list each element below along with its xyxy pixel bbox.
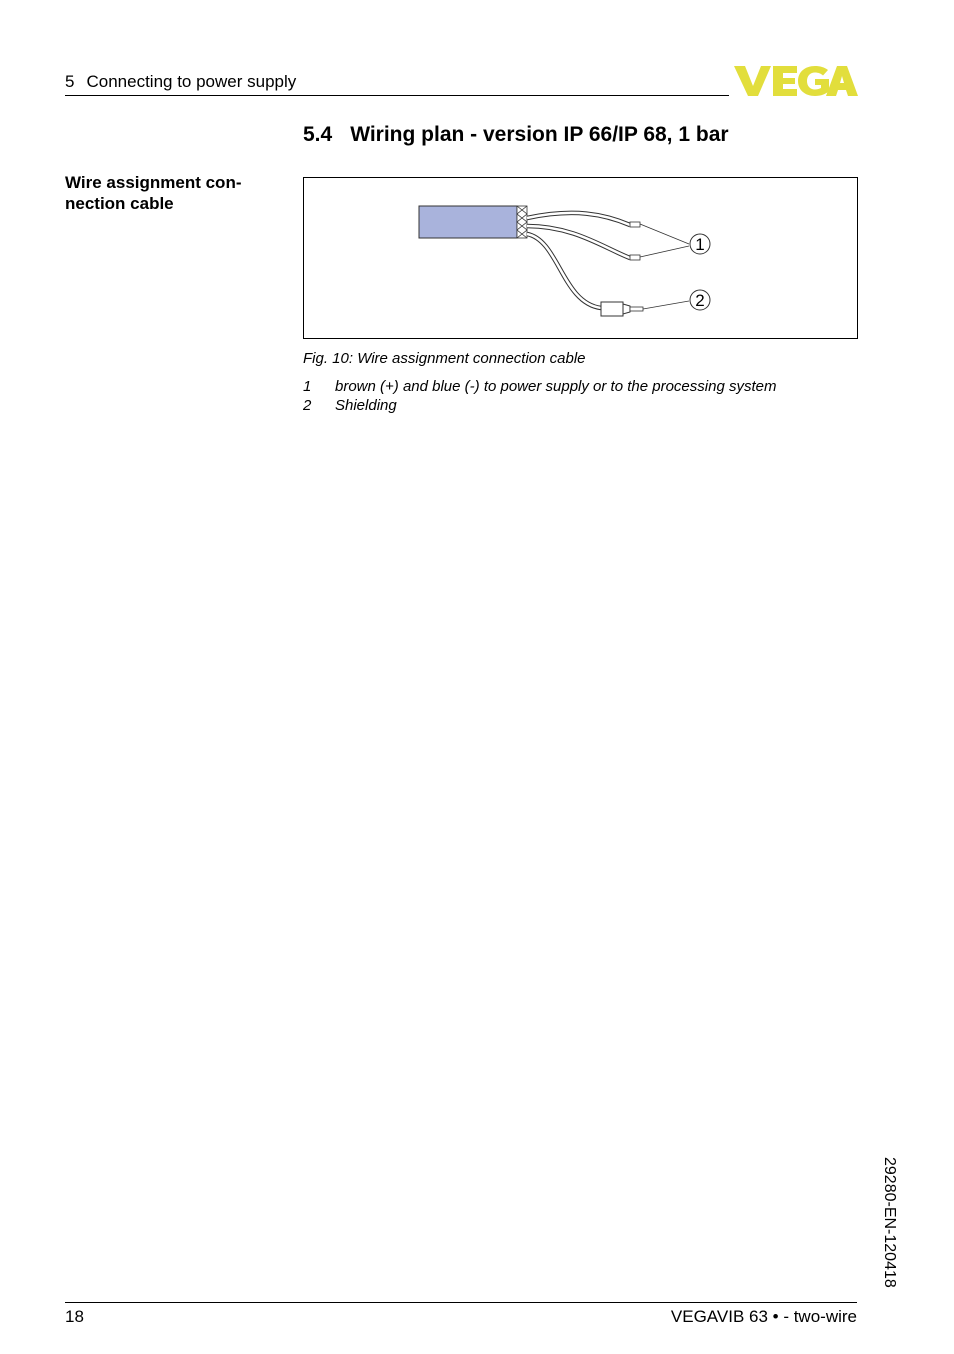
document-number: 29280-EN-120418 (881, 1157, 898, 1288)
footer-product: VEGAVIB 63 • - two-wire (670, 1307, 857, 1326)
ferrule (601, 302, 623, 316)
legend-number: 1 (303, 378, 312, 395)
callout-2: 2 (695, 291, 705, 310)
legend-item (303, 377, 776, 396)
chapter-number: 5 (65, 72, 75, 91)
vega-logo (734, 64, 858, 98)
shield-braid (517, 206, 527, 238)
margin-label-text: Wire assignment con- nection cable (65, 173, 242, 213)
figure-legend (303, 377, 776, 415)
running-header (65, 72, 296, 92)
legend-text: brown (+) and blue (-) to power supply or to the processing system (335, 378, 777, 395)
legend-number: 2 (303, 397, 312, 414)
wiring-figure (303, 177, 858, 339)
legend-text: Shielding (335, 397, 397, 414)
shield-lead (527, 234, 601, 308)
legend-item (303, 396, 776, 415)
page-number: 18 (65, 1307, 84, 1326)
figure-caption: Fig. 10: Wire assignment connection cable (303, 350, 586, 367)
cable-diagram (304, 178, 857, 338)
footer-rule (65, 1302, 857, 1303)
section-heading: Wiring plan - version IP 66/IP 68, 1 bar (350, 123, 729, 146)
section-number: 5.4 (303, 123, 333, 146)
margin-label (65, 172, 275, 214)
header-rule (65, 95, 729, 96)
section-title (303, 123, 729, 147)
callout-1: 1 (695, 235, 705, 254)
cable-jacket (419, 206, 517, 238)
chapter-title: Connecting to power supply (86, 72, 297, 91)
